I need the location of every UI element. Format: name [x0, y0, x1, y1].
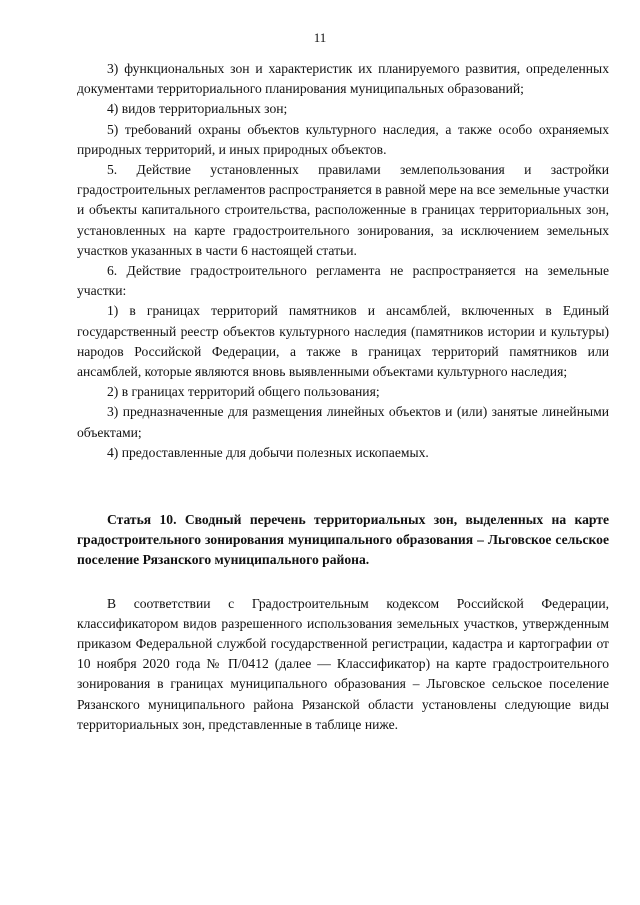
paragraph-item-5-protection-requirements: 5) требований охраны объектов культурного наследия, а также особо охраняемых природных территорий, и иных природных объектов.: [77, 121, 609, 157]
page-number: 11: [313, 30, 327, 45]
section-gap: [77, 463, 609, 486]
paragraph-sub-1-monuments: 1) в границах территорий памятников и ансамблей, включенных в Единый государственный реестр объектов культурного наследия (памятников истории и культуры) народов Российской Федерации, а также в границах территорий памятников или ансамблей, которые являются вновь выявленными объектами культурного наследия;: [77, 303, 609, 380]
paragraph-clause-5: 5. Действие установленных правилами землепользования и застройки градостроительных регламентов распространяется в равной мере на все земельные участки и объекты капитального строительства, расположенные в границах территориальных зон, установленных на карте градостроительного зонирования, за исключением земельных участков указанных в части 6 настоящей статьи.: [77, 162, 609, 258]
page-content: [77, 59, 609, 735]
article-10-heading: Статья 10. Сводный перечень территориальных зон, выделенных на карте градостроительного зонирования муниципального образования – Льговское сельское поселение Рязанского муниципального района.: [77, 512, 609, 568]
paragraph-sub-4-mining: 4) предоставленные для добычи полезных ископаемых.: [107, 444, 429, 460]
section-gap: [77, 571, 609, 594]
paragraph-item-4-zone-types: 4) видов территориальных зон;: [107, 101, 288, 117]
paragraph-sub-3-linear-objects: 3) предназначенные для размещения линейных объектов и (или) занятые линейными объектами;: [77, 404, 609, 440]
paragraph-item-3-functional-zones: 3) функциональных зон и характеристик их планируемого развития, определенных документами территориального планирования муниципальных образований;: [77, 61, 609, 97]
paragraph-classifier: В соответствии с Градостроительным кодексом Российской Федерации, классификатором видов разрешенного использования земельных участков, утвержденным приказом Федеральной службой государственной регистрации, кадастра и картографии от 10 ноября 2020 года № П/0412 (далее — Классификатор) на карте градостроительного зонирования в границах муниципального образования – Льговское сельское поселение Рязанского муниципального района Рязанской области установлены следующие виды территориальных зон, представленные в таблице ниже.: [77, 595, 609, 732]
paragraph-sub-2-public-use: 2) в границах территорий общего пользования;: [107, 384, 380, 400]
paragraph-clause-6: 6. Действие градостроительного регламента не распространяется на земельные участки:: [77, 263, 609, 299]
